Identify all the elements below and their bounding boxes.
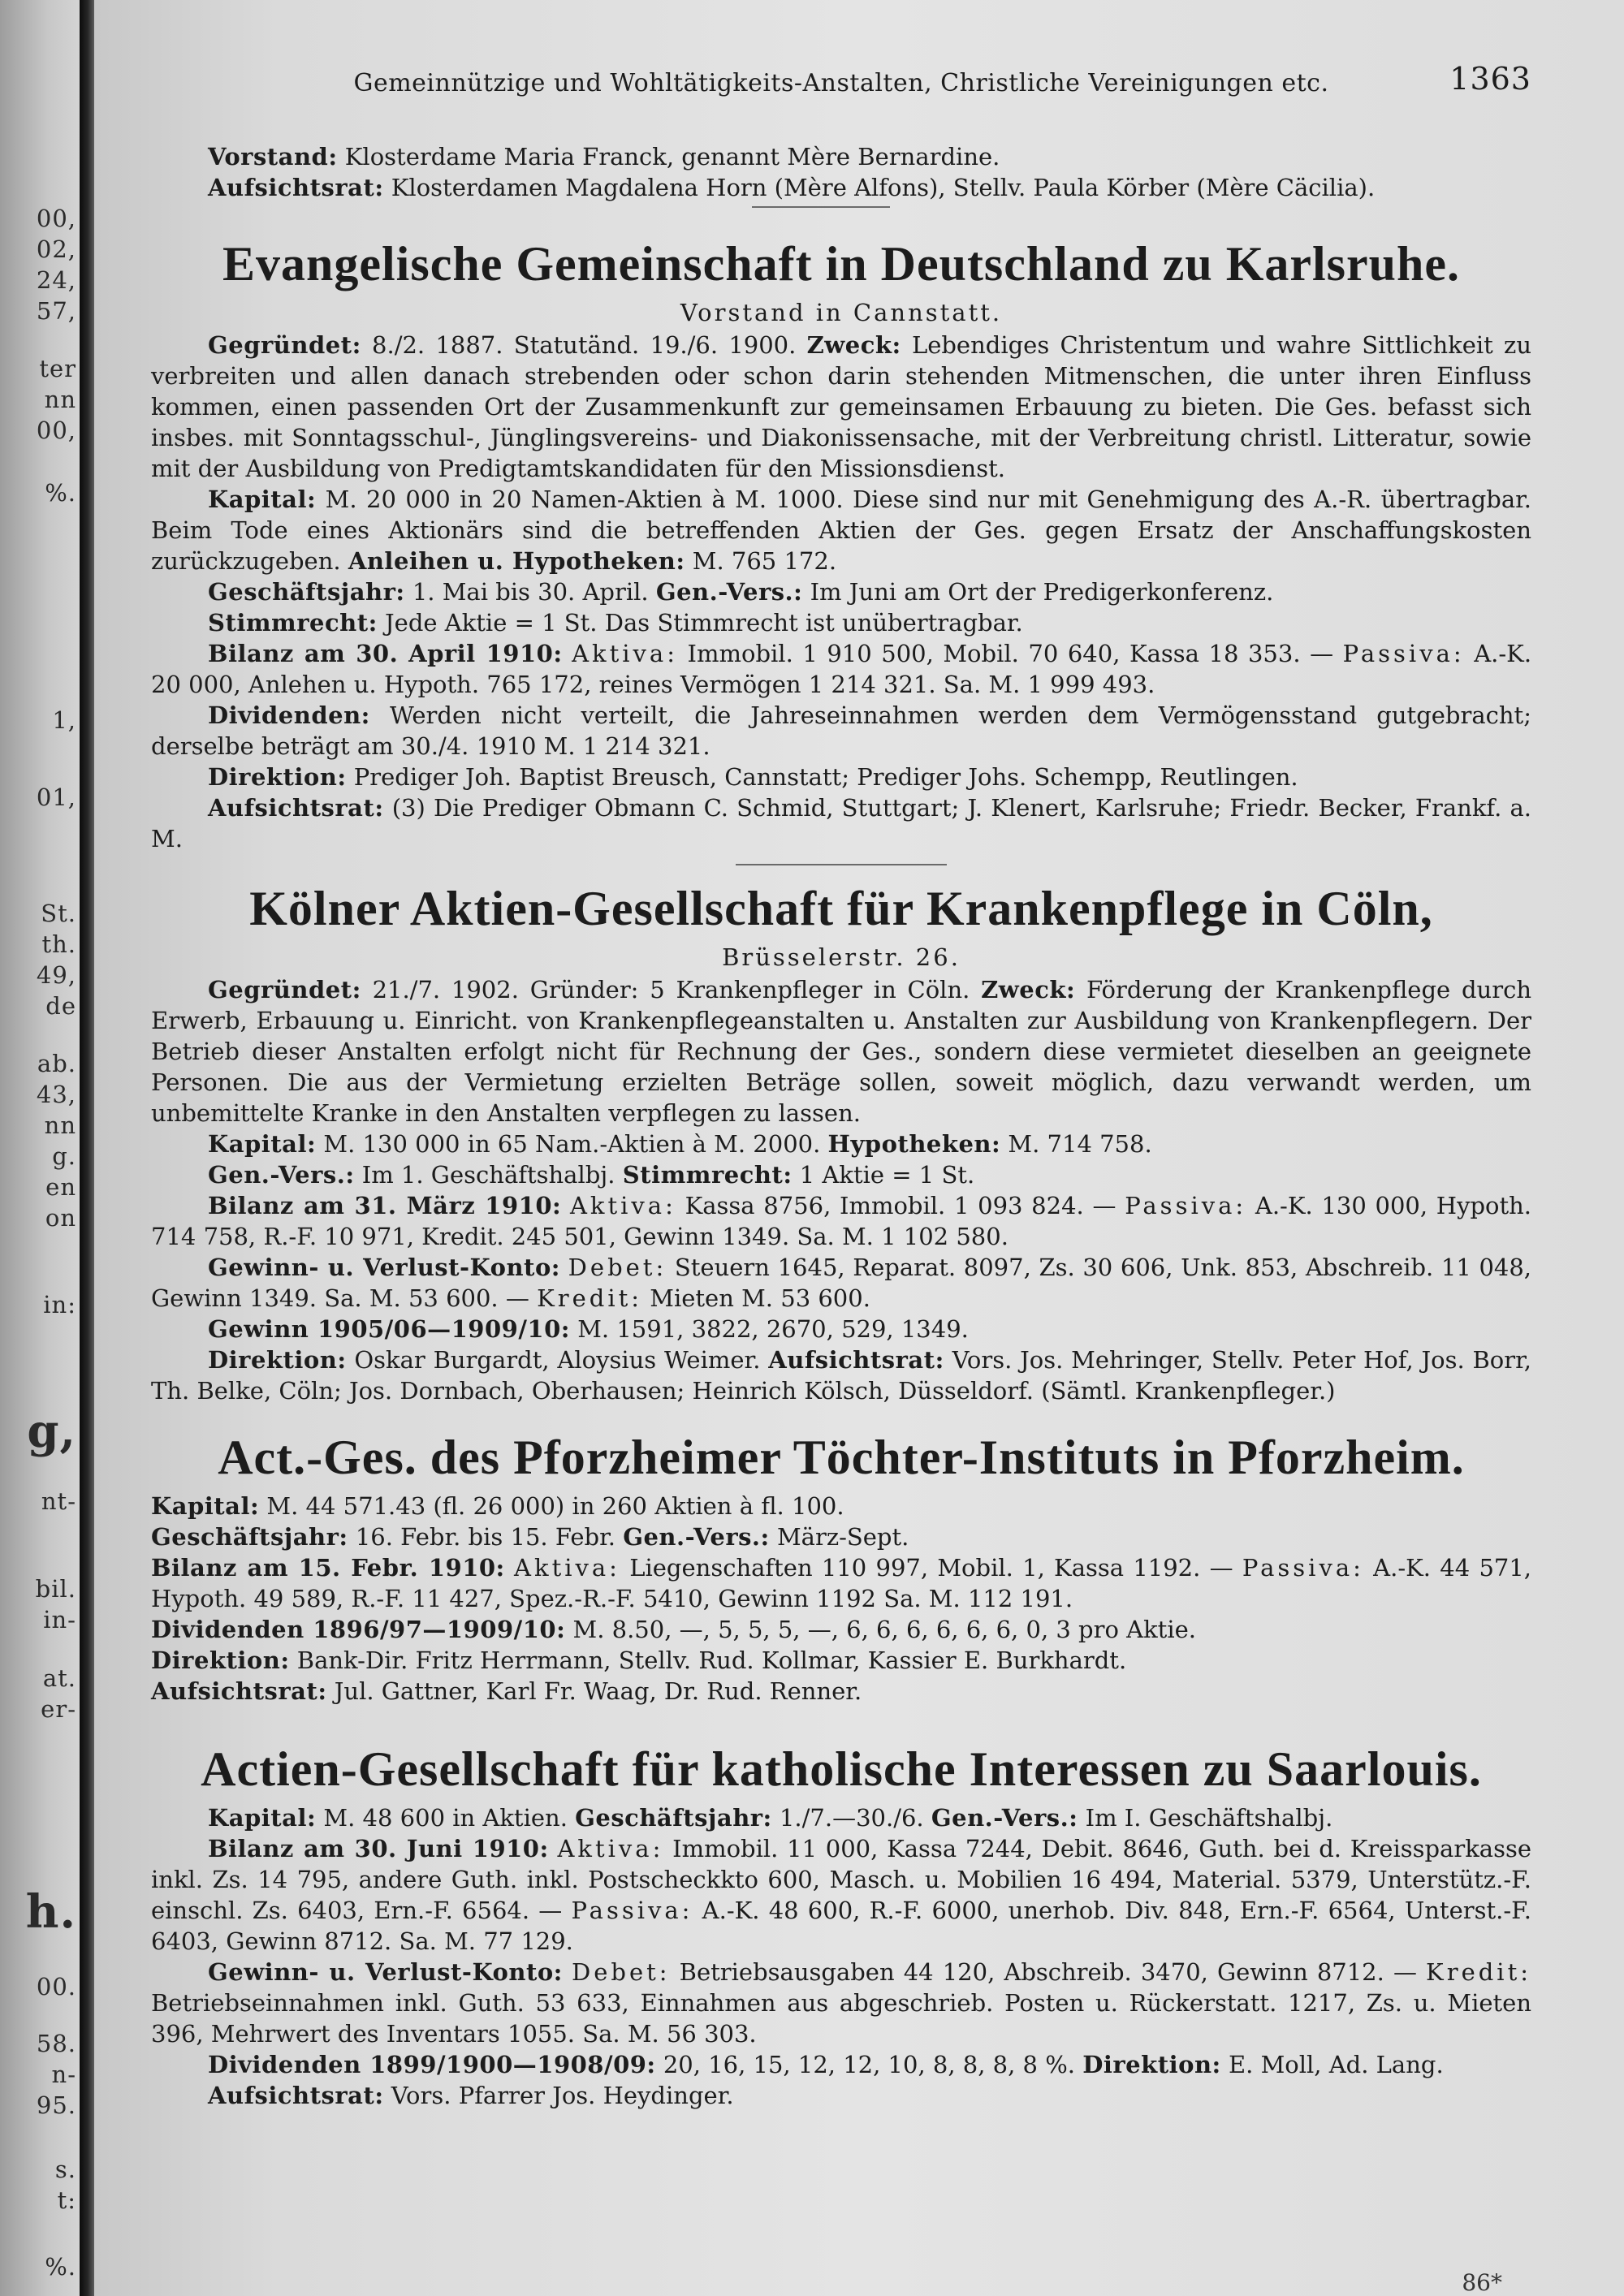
entry-title: Actien-Gesellschaft für katholische Interessen zu Saarlouis. — [201, 1742, 1482, 1796]
field-text: Vors. Jos. Mehringer, Stellv. Peter Hof, Jos. Borr, Th. Belke, Cöln; Jos. Dornbach, Oberhausen; Heinrich Kölsch, Düsseldorf. (Sämtl. Krankenpfleger.) — [151, 1346, 1532, 1405]
debet-label: Debet: — [568, 1254, 667, 1281]
field-label: Aufsichtsrat: — [208, 174, 384, 201]
field-text: M. 1591, 3822, 2670, 529, 1349. — [577, 1315, 969, 1343]
field-label: Dividenden 1896/97—1909/10: — [151, 1616, 566, 1643]
field-label: Anleihen u. Hypotheken: — [348, 547, 685, 575]
field-label: Aufsichtsrat: — [208, 2082, 384, 2109]
field-label: Direktion: — [208, 763, 347, 791]
margin-fragment: at. — [42, 1664, 76, 1692]
margin-fragment: in: — [43, 1291, 76, 1318]
field-label: Geschäftsjahr: — [575, 1804, 772, 1832]
field-label: Aufsichtsrat: — [151, 1677, 327, 1705]
field-text: E. Moll, Ad. Lang. — [1228, 2051, 1444, 2078]
field-text: A.-K. 130 000, Hypoth. 714 758, R.-F. 10 971, Kredit. 245 501, Gewinn 1349. Sa. M. 1 102 580. — [151, 1192, 1532, 1250]
entry-subtitle: Vorstand in Cannstatt. — [680, 299, 1003, 326]
margin-fragment: %. — [45, 479, 76, 507]
field-label: Gen.-Vers.: — [931, 1804, 1078, 1832]
running-title: Gemeinnützige und Wohltätigkeits-Anstalten, Christliche Vereinigungen etc. — [353, 69, 1329, 97]
aktiva-label: Aktiva: — [569, 1192, 676, 1219]
field-label: Zweck: — [981, 976, 1076, 1003]
field-label: Kapital: — [208, 1130, 317, 1158]
field-text: M. 130 000 in 65 Nam.-Aktien à M. 2000. — [323, 1130, 821, 1158]
field-text: 1. Mai bis 30. April. — [412, 578, 649, 606]
field-text: März-Sept. — [776, 1523, 909, 1551]
field-label: Bilanz am 30. Juni 1910: — [208, 1835, 549, 1862]
running-header — [151, 61, 1531, 117]
passiva-label: Passiva: — [1125, 1192, 1247, 1219]
field-text: Betriebsausgaben 44 120, Abschreib. 3470, Gewinn 8712. — — [679, 1958, 1417, 1986]
aktiva-label: Aktiva: — [557, 1835, 664, 1862]
kredit-label: Kredit: — [1426, 1958, 1531, 1986]
field-label: Kapital: — [151, 1492, 260, 1520]
margin-fragment: 00, — [36, 205, 76, 232]
field-text: Prediger Joh. Baptist Breusch, Cannstatt; Prediger Johs. Schempp, Reutlingen. — [353, 763, 1298, 791]
field-label: Kapital: — [208, 486, 317, 513]
margin-fragment: 49, — [36, 961, 76, 989]
field-text: Oskar Burgardt, Aloysius Weimer. — [354, 1346, 761, 1374]
page-content — [151, 61, 1532, 2111]
field-label: Geschäftsjahr: — [151, 1523, 348, 1551]
book-gutter — [80, 0, 94, 2296]
field-text: Bank-Dir. Fritz Herrmann, Stellv. Rud. Kollmar, Kassier E. Burkhardt. — [296, 1646, 1127, 1674]
document-page — [94, 0, 1624, 2296]
field-text: 21./7. 1902. Gründer: 5 Krankenpfleger in Cöln. — [372, 976, 970, 1003]
kredit-label: Kredit: — [537, 1284, 643, 1312]
passiva-label: Passiva: — [1342, 640, 1465, 667]
field-label: Hypotheken: — [827, 1130, 1001, 1158]
margin-fragment: er- — [41, 1695, 76, 1723]
margin-fragment: 95. — [36, 2091, 76, 2119]
margin-fragment: n- — [51, 2061, 76, 2088]
field-text: M. 8.50, —, 5, 5, 5, —, 6, 6, 6, 6, 6, 6, 0, 3 pro Aktie. — [572, 1616, 1196, 1643]
field-text: Immobil. 11 000, Kassa 7244, Debit. 8646, Guth. bei d. Kreissparkasse inkl. Zs. 14 795, andere Guth. inkl. Postscheckkto 600, Masch. u. Mobilien 16 494, Material. 5379, Unterstütz.-F. einschl. Zs. 6403, Ern.-F. 6564. — — [151, 1835, 1531, 1924]
field-text: Jul. Gattner, Karl Fr. Waag, Dr. Rud. Renner. — [334, 1677, 862, 1705]
field-label: Direktion: — [151, 1646, 290, 1674]
margin-fragment: 00, — [36, 416, 76, 444]
field-text: Immobil. 1 910 500, Mobil. 70 640, Kassa 18 353. — — [687, 640, 1334, 667]
margin-fragment: in- — [43, 1606, 76, 1634]
entry-koelner — [151, 882, 1531, 1406]
field-label: Dividenden: — [208, 701, 370, 729]
field-text: Klosterdamen Magdalena Horn (Mère Alfons), Stellv. Paula Körber (Mère Cäcilia). — [391, 174, 1376, 201]
field-text: A.-K. 48 600, R.-F. 6000, unerhob. Div. 848, Ern.-F. 6564, Unterst.-F. 6403, Gewinn 8712. Sa. M. 77 129. — [151, 1897, 1531, 1955]
margin-fragment: 02, — [36, 235, 76, 263]
margin-fragment: t: — [57, 2186, 76, 2214]
margin-fragment: 24, — [36, 266, 76, 294]
field-text: 20, 16, 15, 12, 12, 10, 8, 8, 8, 8 %. — [663, 2051, 1075, 2078]
margin-fragment: nn — [44, 386, 76, 413]
field-label: Gegründet: — [208, 331, 361, 359]
field-label: Gewinn 1905/06—1909/10: — [208, 1315, 570, 1343]
field-label: Direktion: — [208, 1346, 347, 1374]
aktiva-label: Aktiva: — [514, 1554, 620, 1582]
field-text: Vors. Pfarrer Jos. Heydinger. — [391, 2082, 734, 2109]
field-label: Gen.-Vers.: — [623, 1523, 770, 1551]
previous-page-margin — [0, 0, 80, 2296]
field-label: Kapital: — [208, 1804, 317, 1832]
debet-label: Debet: — [571, 1958, 671, 1986]
field-text: Kassa 8756, Immobil. 1 093 824. — — [685, 1192, 1116, 1219]
field-text: 1./7.—30./6. — [779, 1804, 924, 1832]
margin-fragment: St. — [41, 900, 76, 927]
entry-subtitle: Brüsselerstr. 26. — [722, 943, 961, 971]
passiva-label: Passiva: — [1242, 1554, 1364, 1582]
margin-fragment: bil. — [35, 1575, 76, 1603]
field-text: Jede Aktie = 1 St. Das Stimmrecht ist unübertragbar. — [385, 609, 1023, 637]
field-text: M. 48 600 in Aktien. — [323, 1804, 568, 1832]
field-label: Aufsichtsrat: — [768, 1346, 944, 1374]
field-text: M. 714 758. — [1008, 1130, 1152, 1158]
field-label: Bilanz am 30. April 1910: — [208, 640, 563, 667]
entry-title: Evangelische Gemeinschaft in Deutschland zu Karlsruhe. — [222, 237, 1461, 291]
passiva-label: Passiva: — [571, 1897, 693, 1924]
section-divider — [752, 206, 890, 208]
margin-fragment: on — [45, 1204, 76, 1232]
field-label: Geschäftsjahr: — [208, 578, 405, 606]
top-block — [151, 141, 1531, 208]
field-label: Gen.-Vers.: — [655, 578, 803, 606]
section-divider — [736, 864, 947, 865]
field-text: Mieten M. 53 600. — [650, 1284, 870, 1312]
field-text: Betriebseinnahmen inkl. Guth. 53 633, Einnahmen aus abgeschrieb. Posten u. Rückerstatt. 1217, Zs. u. Mieten 396, Mehrwert des Inventars 1055. Sa. M. 56 303. — [151, 1989, 1531, 2048]
field-label: Vorstand: — [208, 143, 338, 170]
field-label: Gegründet: — [208, 976, 361, 1003]
field-label: Zweck: — [806, 331, 901, 359]
margin-fragment: 01, — [36, 783, 76, 811]
field-text: A.-K. 20 000, Anlehen u. Hypoth. 765 172, reines Vermögen 1 214 321. Sa. M. 1 999 493. — [151, 640, 1532, 698]
field-text: Liegenschaften 110 997, Mobil. 1, Kassa 1192. — — [629, 1554, 1233, 1582]
field-label: Bilanz am 15. Febr. 1910: — [151, 1554, 505, 1582]
field-text: Steuern 1645, Reparat. 8097, Zs. 30 606, Unk. 853, Abschreib. 11 048, Gewinn 1349. Sa. M. 53 600. — — [151, 1254, 1532, 1312]
page-number: 1363 — [1449, 61, 1531, 97]
field-text: Im I. Geschäftshalbj. — [1085, 1804, 1333, 1832]
field-text: 1 Aktie = 1 St. — [799, 1161, 975, 1189]
field-text: 16. Febr. bis 15. Febr. — [355, 1523, 615, 1551]
field-text: (3) Die Prediger Obmann C. Schmid, Stuttgart; J. Klenert, Karlsruhe; Friedr. Becker, Frankf. a. M. — [151, 794, 1532, 852]
field-label: Gen.-Vers.: — [208, 1161, 355, 1189]
field-text: Klosterdame Maria Franck, genannt Mère Bernardine. — [344, 143, 1000, 170]
entry-evangelische — [151, 237, 1531, 865]
entry-title: Act.-Ges. des Pforzheimer Töchter-Instituts in Pforzheim. — [218, 1431, 1465, 1484]
field-label: Bilanz am 31. März 1910: — [208, 1192, 562, 1219]
margin-fragment: 00. — [36, 1973, 76, 2000]
margin-fragment: de — [45, 992, 76, 1020]
field-label: Gewinn- u. Verlust-Konto: — [208, 1958, 563, 1986]
field-text: 8./2. 1887. Statutänd. 19./6. 1900. — [372, 331, 797, 359]
margin-fragment: g, — [27, 1405, 76, 1458]
margin-fragment: 58. — [36, 2030, 76, 2057]
field-label: Stimmrecht: — [208, 609, 378, 637]
field-text: Lebendiges Christentum und wahre Sittlichkeit zu verbreiten und allen danach strebenden oder schon darin stehenden Mitmenschen, die unter ihren Einfluss kommen, einen passenden Ort der Zusammenkunft zur gemeinsamen Erbauung zu bieten. Die Ges. befasst sich insbes. mit Sonntagsschul-, Jünglingsvereins- und Diakonissensache, mit der Verbreitung christl. Litteratur, sowie mit der Ausbildung von Predigtamtskandidaten für den Missionsdienst. — [151, 331, 1532, 482]
field-label: Gewinn- u. Verlust-Konto: — [208, 1254, 560, 1281]
margin-fragment: 1, — [52, 706, 76, 734]
field-label: Stimmrecht: — [622, 1161, 793, 1189]
margin-fragment: en — [45, 1173, 76, 1201]
aktiva-label: Aktiva: — [572, 640, 678, 667]
margin-fragment: 43, — [36, 1081, 76, 1108]
margin-fragment: ab. — [37, 1050, 76, 1077]
margin-fragment: s. — [54, 2156, 76, 2183]
field-label: Direktion: — [1082, 2051, 1221, 2078]
field-label: Dividenden 1899/1900—1908/09: — [208, 2051, 656, 2078]
margin-fragment: g. — [52, 1142, 76, 1170]
field-label: Aufsichtsrat: — [208, 794, 384, 822]
entry-pforzheim — [151, 1431, 1531, 1707]
margin-fragment: th. — [41, 930, 76, 958]
field-text: M. 765 172. — [692, 547, 837, 575]
entry-saarlouis — [151, 1742, 1531, 2111]
field-text: A.-K. 44 571, Hypoth. 49 589, R.-F. 11 427, Spez.-R.-F. 5410, Gewinn 1192 Sa. M. 112 191. — [151, 1554, 1532, 1612]
field-text: Im Juni am Ort der Predigerkonferenz. — [810, 578, 1274, 606]
field-text: Förderung der Krankenpflege durch Erwerb, Erbauung u. Einricht. von Krankenpflegeanstalten u. Anstalten zur Ausbildung von Krankenpflegern. Der Betrieb dieser Anstalten erfolgt nicht für Rechnung der Ges., sondern diese vermietet dieselben an geeignete Personen. Die aus der Vermietung erzielten Beträge sollen, soweit möglich, dazu verwandt werden, um unbemittelte Kranke in den Anstalten verpflegen zu lassen. — [151, 976, 1531, 1127]
margin-fragment: nn — [44, 1111, 76, 1139]
field-text: Im 1. Geschäftshalbj. — [361, 1161, 615, 1189]
field-text: M. 20 000 in 20 Namen-Aktien à M. 1000. Diese sind nur mit Genehmigung des A.-R. übertragbar. Beim Tode eines Aktionärs sind die betreffenden Aktien der Ges. gegen Ersatz der Anschaffungskosten zurückzugeben. — [151, 486, 1532, 575]
margin-fragment: h. — [25, 1885, 76, 1939]
margin-fragment: %. — [45, 2253, 76, 2281]
field-text: M. 44 571.43 (fl. 26 000) in 260 Aktien à fl. 100. — [266, 1492, 844, 1520]
margin-fragment: ter — [39, 355, 76, 382]
margin-fragment: 57, — [36, 297, 76, 325]
field-text: Werden nicht verteilt, die Jahreseinnahmen werden dem Vermögensstand gutgebracht; derselbe beträgt am 30./4. 1910 M. 1 214 321. — [151, 701, 1531, 760]
signature-mark: 86* — [1462, 2269, 1502, 2296]
entry-title: Kölner Aktien-Gesellschaft für Krankenpflege in Cöln, — [249, 882, 1433, 935]
margin-fragment: nt- — [41, 1487, 76, 1515]
